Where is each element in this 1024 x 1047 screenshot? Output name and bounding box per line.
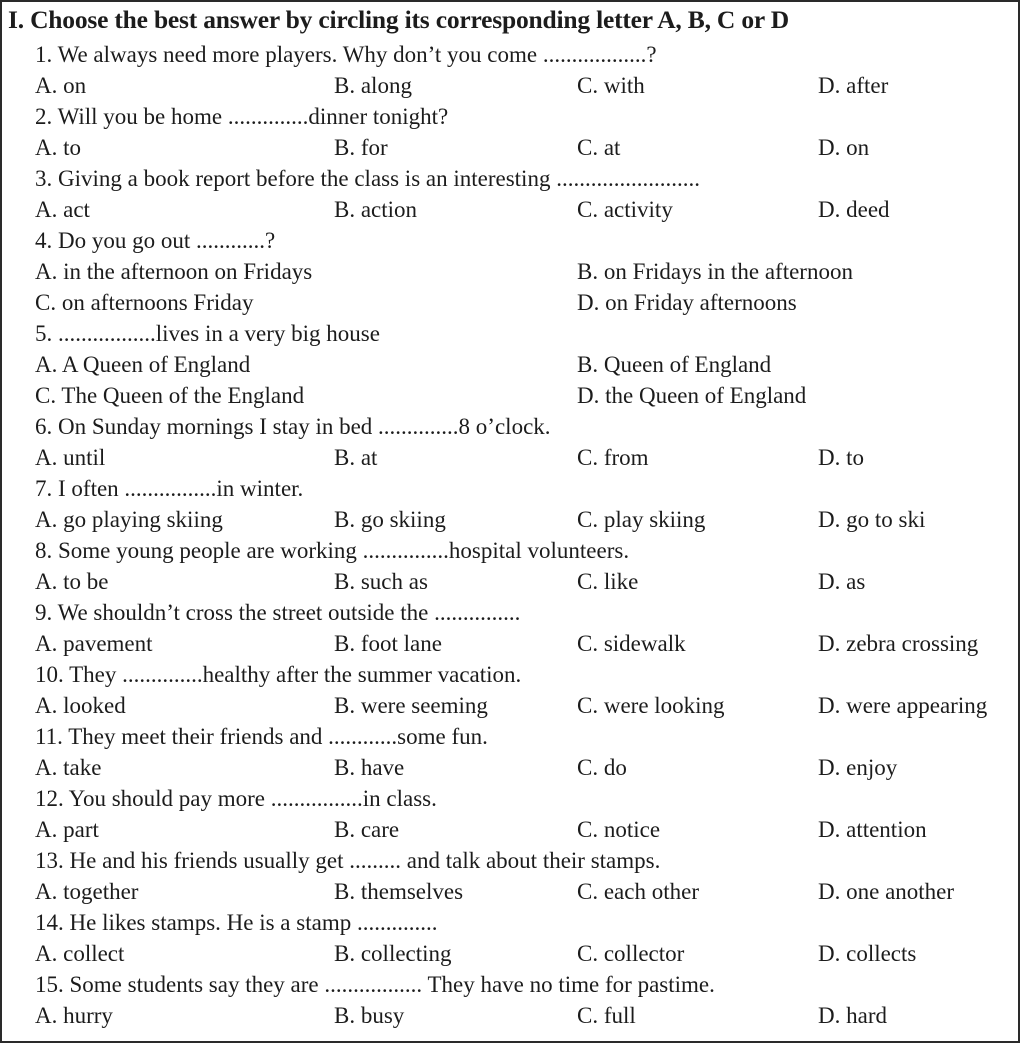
question-4 (2, 225, 1018, 318)
question-10 (2, 659, 1018, 721)
answer-option-b[interactable]: B. collecting (334, 941, 452, 966)
answer-option-c[interactable]: C. The Queen of the England (35, 383, 305, 408)
answer-option-a[interactable]: A. collect (35, 941, 125, 966)
question-stem-line (2, 473, 1018, 504)
answer-option-c[interactable]: C. from (577, 445, 649, 470)
answer-option-d[interactable]: D. as (818, 569, 866, 594)
answer-option-d[interactable]: D. enjoy (818, 755, 898, 780)
answer-option-d[interactable]: D. one another (818, 879, 955, 904)
question-stem-line (2, 225, 1018, 256)
question-stem-line (2, 597, 1018, 628)
options-row (2, 1000, 1018, 1031)
options-row (2, 690, 1018, 721)
answer-option-a[interactable]: A. looked (35, 693, 126, 718)
answer-option-d[interactable]: D. on (818, 135, 870, 160)
answer-option-b[interactable]: B. action (334, 197, 418, 222)
options-row (2, 132, 1018, 163)
answer-option-c[interactable]: C. sidewalk (577, 631, 686, 656)
answer-option-a[interactable]: A. to (35, 135, 81, 160)
answer-option-b[interactable]: B. at (334, 445, 378, 470)
question-15 (2, 969, 1018, 1031)
answer-option-c[interactable]: C. at (577, 135, 621, 160)
question-stem: 8. Some young people are working ...............hospital volunteers. (35, 538, 630, 563)
options-row (2, 380, 1018, 411)
question-stem: 6. On Sunday mornings I stay in bed ..............8 o’clock. (35, 414, 551, 439)
answer-option-c[interactable]: C. each other (577, 879, 699, 904)
question-5 (2, 318, 1018, 411)
question-stem: 7. I often ................in winter. (35, 476, 304, 501)
question-stem: 14. He likes stamps. He is a stamp .............. (35, 910, 438, 935)
options-row (2, 814, 1018, 845)
answer-option-b[interactable]: B. go skiing (334, 507, 446, 532)
answer-option-a[interactable]: A. hurry (35, 1003, 113, 1028)
question-stem-line (2, 907, 1018, 938)
answer-option-a[interactable]: A. A Queen of England (35, 352, 251, 377)
answer-option-b[interactable]: B. foot lane (334, 631, 442, 656)
options-row (2, 876, 1018, 907)
options-row (2, 504, 1018, 535)
answer-option-b[interactable]: B. Queen of England (577, 352, 772, 377)
answer-option-d[interactable]: D. the Queen of England (577, 383, 807, 408)
answer-option-c[interactable]: C. notice (577, 817, 661, 842)
question-stem: 11. They meet their friends and ............some fun. (35, 724, 488, 749)
question-stem-line (2, 659, 1018, 690)
answer-option-d[interactable]: D. attention (818, 817, 927, 842)
question-11 (2, 721, 1018, 783)
answer-option-c[interactable]: C. do (577, 755, 627, 780)
answer-option-d[interactable]: D. zebra crossing (818, 631, 979, 656)
question-14 (2, 907, 1018, 969)
question-9 (2, 597, 1018, 659)
answer-option-a[interactable]: A. on (35, 73, 87, 98)
exercise-heading: I. Choose the best answer by circling its corresponding letter A, B, C or D (8, 5, 789, 34)
options-row (2, 442, 1018, 473)
question-stem: 10. They ..............healthy after the summer vacation. (35, 662, 522, 687)
question-stem-line (2, 969, 1018, 1000)
answer-option-b[interactable]: B. such as (334, 569, 428, 594)
options-row (2, 938, 1018, 969)
answer-option-b[interactable]: B. have (334, 755, 405, 780)
answer-option-c[interactable]: C. with (577, 73, 645, 98)
question-13 (2, 845, 1018, 907)
answer-option-b[interactable]: B. were seeming (334, 693, 488, 718)
question-6 (2, 411, 1018, 473)
options-row (2, 70, 1018, 101)
question-stem: 9. We shouldn’t cross the street outside the ............... (35, 600, 521, 625)
options-row (2, 566, 1018, 597)
options-row (2, 194, 1018, 225)
answer-option-d[interactable]: D. go to ski (818, 507, 926, 532)
answer-option-d[interactable]: D. were appearing (818, 693, 988, 718)
question-stem-line (2, 39, 1018, 70)
answer-option-b[interactable]: B. along (334, 73, 412, 98)
answer-option-c[interactable]: C. were looking (577, 693, 725, 718)
question-stem-line (2, 845, 1018, 876)
answer-option-d[interactable]: D. collects (818, 941, 917, 966)
options-row (2, 628, 1018, 659)
answer-option-b[interactable]: B. busy (334, 1003, 405, 1028)
question-list (2, 39, 1018, 1031)
answer-option-c[interactable]: C. full (577, 1003, 636, 1028)
question-stem-line (2, 318, 1018, 349)
question-12 (2, 783, 1018, 845)
answer-option-c[interactable]: C. on afternoons Friday (35, 290, 254, 315)
answer-option-a[interactable]: A. part (35, 817, 99, 842)
question-stem-line (2, 101, 1018, 132)
answer-option-b[interactable]: B. themselves (334, 879, 464, 904)
answer-option-a[interactable]: A. until (35, 445, 106, 470)
answer-option-d[interactable]: D. deed (818, 197, 890, 222)
answer-option-a[interactable]: A. to be (35, 569, 109, 594)
answer-option-d[interactable]: D. to (818, 445, 864, 470)
question-stem-line (2, 411, 1018, 442)
answer-option-a[interactable]: A. go playing skiing (35, 507, 223, 532)
question-stem: 12. You should pay more ................in class. (35, 786, 437, 811)
options-row (2, 752, 1018, 783)
question-stem: 1. We always need more players. Why don’t you come ..................? (35, 42, 657, 67)
question-3 (2, 163, 1018, 225)
answer-option-b[interactable]: B. on Fridays in the afternoon (577, 259, 853, 284)
answer-option-b[interactable]: B. care (334, 817, 400, 842)
question-stem: 15. Some students say they are ................. They have no time for pastime. (35, 972, 715, 997)
answer-option-d[interactable]: D. after (818, 73, 889, 98)
question-stem: 13. He and his friends usually get ......... and talk about their stamps. (35, 848, 661, 873)
question-7 (2, 473, 1018, 535)
answer-option-a[interactable]: A. pavement (35, 631, 153, 656)
answer-option-c[interactable]: C. activity (577, 197, 673, 222)
question-stem-line (2, 783, 1018, 814)
question-stem: 5. .................lives in a very big house (35, 321, 380, 346)
answer-option-d[interactable]: D. on Friday afternoons (577, 290, 797, 315)
options-row (2, 256, 1018, 287)
question-stem-line (2, 163, 1018, 194)
answer-option-b[interactable]: B. for (334, 135, 388, 160)
question-stem-line (2, 721, 1018, 752)
answer-option-a[interactable]: A. take (35, 755, 102, 780)
question-2 (2, 101, 1018, 163)
options-row (2, 287, 1018, 318)
answer-option-c[interactable]: C. like (577, 569, 639, 594)
options-row (2, 349, 1018, 380)
answer-option-a[interactable]: A. together (35, 879, 139, 904)
question-stem: 4. Do you go out ............? (35, 228, 276, 253)
question-stem: 3. Giving a book report before the class is an interesting ......................... (35, 166, 700, 191)
answer-option-a[interactable]: A. act (35, 197, 90, 222)
answer-option-c[interactable]: C. collector (577, 941, 685, 966)
answer-option-d[interactable]: D. hard (818, 1003, 887, 1028)
question-stem: 2. Will you be home ..............dinner tonight? (35, 104, 449, 129)
question-8 (2, 535, 1018, 597)
question-1 (2, 39, 1018, 101)
question-stem-line (2, 535, 1018, 566)
answer-option-c[interactable]: C. play skiing (577, 507, 706, 532)
answer-option-a[interactable]: A. in the afternoon on Fridays (35, 259, 313, 284)
